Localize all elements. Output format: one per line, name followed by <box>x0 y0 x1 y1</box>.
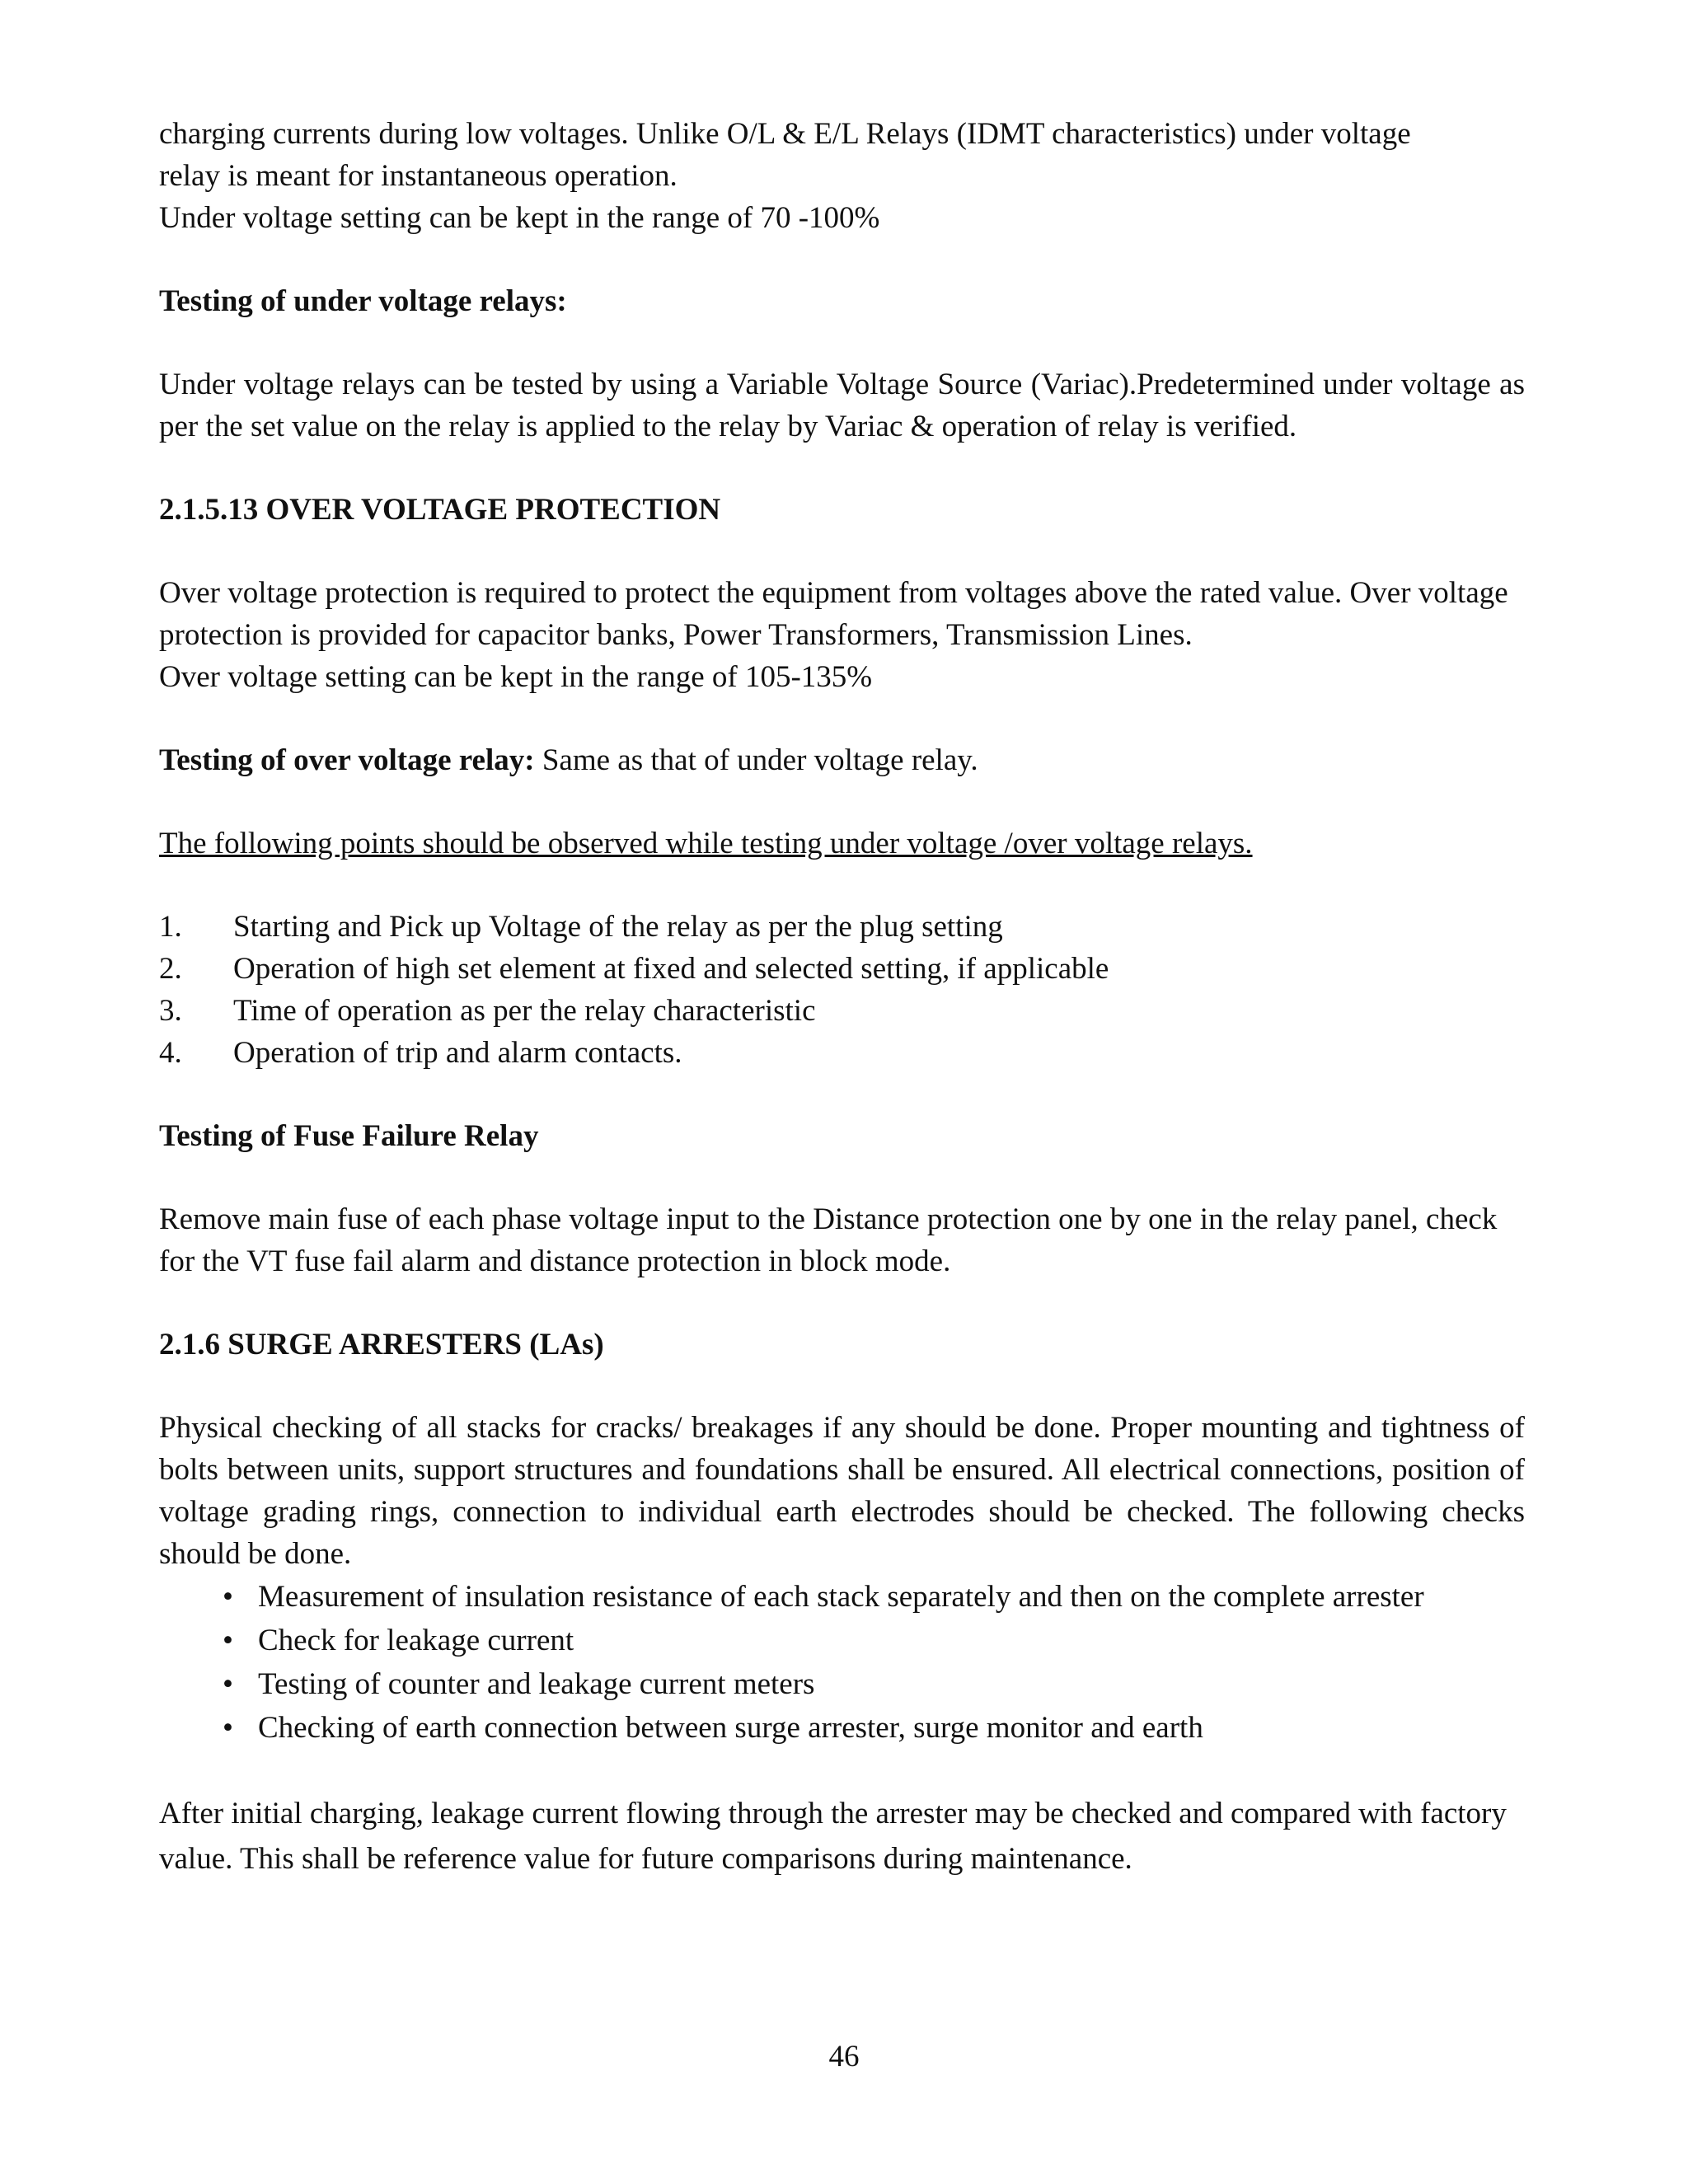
list-item-number: 1. <box>159 910 182 944</box>
list-item <box>159 1032 1525 1074</box>
spacer <box>159 1157 1525 1198</box>
testing-over-voltage-label: Testing of over voltage relay: <box>159 743 535 777</box>
section-heading-fuse-failure: Testing of Fuse Failure Relay <box>159 1119 539 1153</box>
list-item <box>159 990 1525 1032</box>
spacer <box>159 1074 1525 1115</box>
spacer <box>159 322 1525 363</box>
paragraph-line: relay is meant for instantaneous operation. <box>159 159 678 193</box>
spacer <box>159 1750 1525 1791</box>
bullet-icon: • <box>223 1667 233 1701</box>
list-item-text: Check for leakage current <box>258 1624 574 1657</box>
paragraph-fuse-failure: Remove main fuse of each phase voltage input to the Distance protection one by one in the relay panel, check for the VT fuse fail alarm and distance protection in block mode. <box>159 1202 1498 1278</box>
list-item-text: Operation of trip and alarm contacts. <box>233 1036 682 1070</box>
paragraph-closing: After initial charging, leakage current flowing through the arrester may be checked and compared with factory value. This shall be reference value for future comparisons during maintenance. <box>159 1797 1507 1876</box>
spacer <box>159 1282 1525 1324</box>
list-item-text: Testing of counter and leakage current meters <box>258 1667 815 1701</box>
section-heading-testing-under-voltage: Testing of under voltage relays: <box>159 284 567 318</box>
paragraph-over-voltage-setting: Over voltage setting can be kept in the range of 105-135% <box>159 660 873 694</box>
paragraph-line: Under voltage setting can be kept in the range of 70 -100% <box>159 201 880 235</box>
spacer <box>159 781 1525 823</box>
bullet-list <box>159 1575 1525 1750</box>
paragraph-over-voltage: Over voltage protection is required to protect the equipment from voltages above the rated value. Over voltage protection is provided for capacitor banks, Power Transformers, Transmission Lines. <box>159 576 1508 652</box>
list-item <box>159 906 1525 948</box>
list-item <box>159 1706 1525 1750</box>
list-item-number: 3. <box>159 994 182 1028</box>
bullet-icon: • <box>223 1711 233 1745</box>
list-item-number: 4. <box>159 1036 182 1070</box>
paragraph-testing-over-voltage <box>159 739 1525 781</box>
paragraph-line: charging currents during low voltages. Unlike O/L & E/L Relays (IDMT characteristics) under voltage <box>159 117 1411 151</box>
list-item-text: Measurement of insulation resistance of each stack separately and then on the complete arrester <box>258 1580 1424 1614</box>
paragraph-testing-under-voltage: Under voltage relays can be tested by using a Variable Voltage Source (Variac).Predetermined under voltage as per the set value on the relay is applied to the relay by Variac & operation of relay is verified. <box>159 368 1525 443</box>
spacer <box>159 531 1525 572</box>
list-item <box>159 1575 1525 1619</box>
section-heading-over-voltage: 2.1.5.13 OVER VOLTAGE PROTECTION <box>159 493 721 527</box>
numbered-list <box>159 906 1525 1074</box>
bullet-icon: • <box>223 1624 233 1657</box>
spacer <box>159 448 1525 489</box>
list-item-text: Time of operation as per the relay characteristic <box>233 994 816 1028</box>
list-item-text: Operation of high set element at fixed and selected setting, if applicable <box>233 952 1109 986</box>
testing-over-voltage-text: Same as that of under voltage relay. <box>534 743 978 777</box>
list-item <box>159 948 1525 990</box>
spacer <box>159 698 1525 739</box>
list-item-number: 2. <box>159 952 182 986</box>
page-number: 46 <box>828 2040 860 2074</box>
spacer <box>159 239 1525 280</box>
spacer <box>159 865 1525 906</box>
list-item-text: Starting and Pick up Voltage of the relay as per the plug setting <box>233 910 1003 944</box>
list-item <box>159 1662 1525 1706</box>
spacer <box>159 1366 1525 1407</box>
list-item-text: Checking of earth connection between surge arrester, surge monitor and earth <box>258 1711 1203 1745</box>
points-intro: The following points should be observed while testing under voltage /over voltage relays. <box>159 827 1253 860</box>
bullet-icon: • <box>223 1580 233 1614</box>
list-item <box>159 1619 1525 1662</box>
section-heading-surge-arresters: 2.1.6 SURGE ARRESTERS (LAs) <box>159 1328 604 1361</box>
paragraph-surge-arresters: Physical checking of all stacks for cracks/ breakages if any should be done. Proper mounting and tightness of bolts between units, support structures and foundations shall be ensured. All electrical connections, position of voltage grading rings, connection to individual earth electrodes should be checked. The following checks should be done. <box>159 1411 1525 1571</box>
